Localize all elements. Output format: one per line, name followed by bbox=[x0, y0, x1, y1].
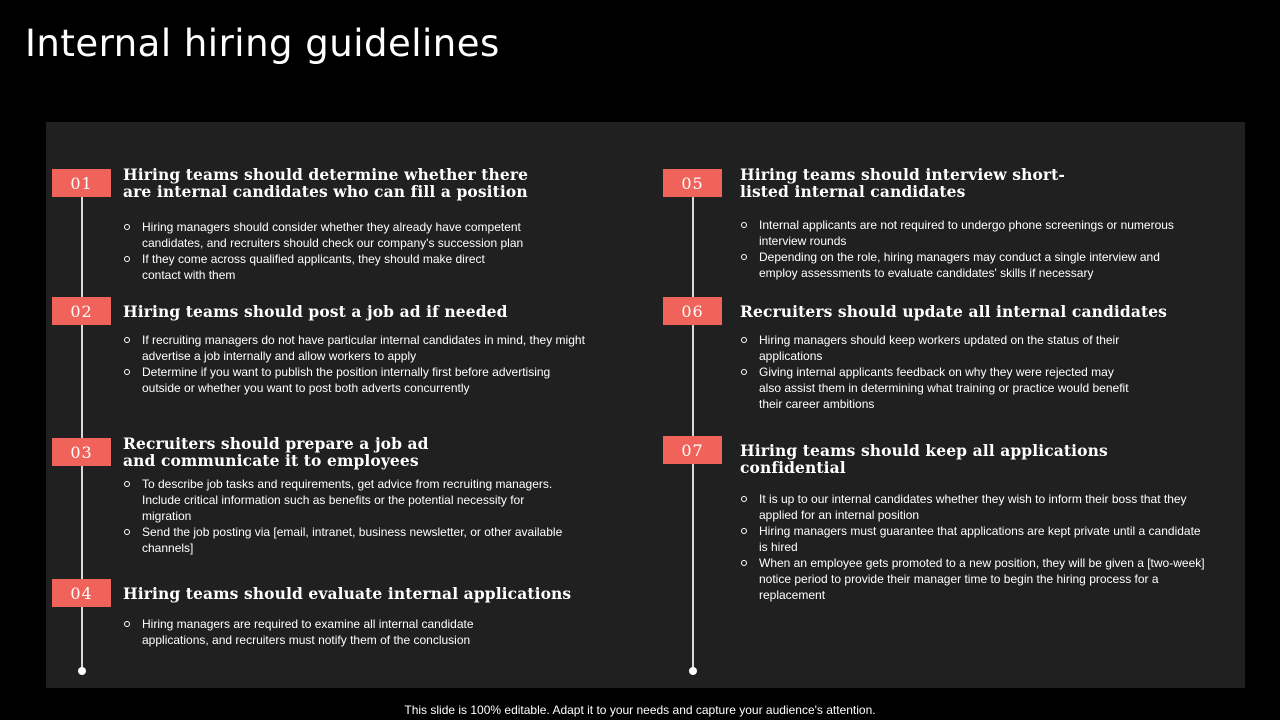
step-bullet: Depending on the role, hiring managers may conduct a single interview and employ assessments to evaluate candidates' skills if necessary bbox=[740, 249, 1200, 281]
step-bullet: Send the job posting via [email, intranet, business newsletter, or other available channels] bbox=[123, 524, 572, 556]
step-heading: Hiring teams should evaluate internal applications bbox=[123, 584, 572, 603]
step-number-badge: 06 bbox=[663, 297, 722, 325]
step-bullet: It is up to our internal candidates whether they wish to inform their boss that they applied for an internal position bbox=[740, 491, 1210, 523]
step-bullet: Hiring managers are required to examine all internal candidate applications, and recruiters must notify them of the conclusion bbox=[123, 616, 532, 648]
step-bullet: Hiring managers should keep workers updated on the status of their applications bbox=[740, 332, 1149, 364]
step-item-01 bbox=[123, 166, 583, 283]
step-heading: Hiring teams should keep all applications confidential bbox=[740, 441, 1108, 477]
step-number-badge: 01 bbox=[52, 169, 111, 197]
step-item-02 bbox=[123, 303, 588, 396]
timeline-right bbox=[692, 182, 694, 671]
step-item-07 bbox=[740, 442, 1210, 603]
step-heading: Hiring teams should determine whether there are internal candidates who can fill a position bbox=[123, 165, 529, 201]
step-item-04 bbox=[123, 585, 593, 648]
step-item-06 bbox=[740, 303, 1200, 412]
step-bullet: If they come across qualified applicants, they should make direct contact with them bbox=[123, 251, 502, 283]
step-bullet: Giving internal applicants feedback on why they were rejected may also assist them in determining what training or practice would benefit their career ambitions bbox=[740, 364, 1139, 412]
step-bullet: To describe job tasks and requirements, get advice from recruiting managers. Include critical information such as benefits or the potential necessity for migration bbox=[123, 476, 568, 524]
slide-title: Internal hiring guidelines bbox=[25, 22, 500, 65]
step-bullet: If recruiting managers do not have particular internal candidates in mind, they might advertise a job internally and allow workers to apply bbox=[123, 332, 588, 364]
step-number-badge: 07 bbox=[663, 436, 722, 464]
step-number-badge: 05 bbox=[663, 169, 722, 197]
step-heading: Hiring teams should post a job ad if needed bbox=[123, 302, 508, 321]
step-item-03 bbox=[123, 435, 568, 556]
timeline-right-end-dot bbox=[689, 667, 697, 675]
step-bullet: Hiring managers must guarantee that applications are kept private until a candidate is hired bbox=[740, 523, 1209, 555]
step-bullet: When an employee gets promoted to a new position, they will be given a [two-week] notice period to provide their manager time to begin the hiring process for a replacement bbox=[740, 555, 1209, 603]
step-number-badge: 04 bbox=[52, 579, 111, 607]
slide-footer-note: This slide is 100% editable. Adapt it to your needs and capture your audience's attention. bbox=[404, 703, 876, 717]
step-bullet: Hiring managers should consider whether they already have competent candidates, and recruiters should check our company's succession plan bbox=[123, 219, 583, 251]
step-heading: Recruiters should update all internal candidates bbox=[740, 302, 1168, 321]
step-number-badge: 03 bbox=[52, 438, 111, 466]
step-heading: Recruiters should prepare a job ad and communicate it to employees bbox=[123, 434, 429, 470]
step-item-05 bbox=[740, 166, 1200, 281]
step-heading: Hiring teams should interview short-listed internal candidates bbox=[740, 165, 1065, 201]
step-bullet: Internal applicants are not required to undergo phone screenings or numerous interview rounds bbox=[740, 217, 1179, 249]
timeline-left-end-dot bbox=[78, 667, 86, 675]
step-bullet: Determine if you want to publish the position internally first before advertising outside or whether you want to post both adverts concurrently bbox=[123, 364, 588, 396]
step-number-badge: 02 bbox=[52, 297, 111, 325]
